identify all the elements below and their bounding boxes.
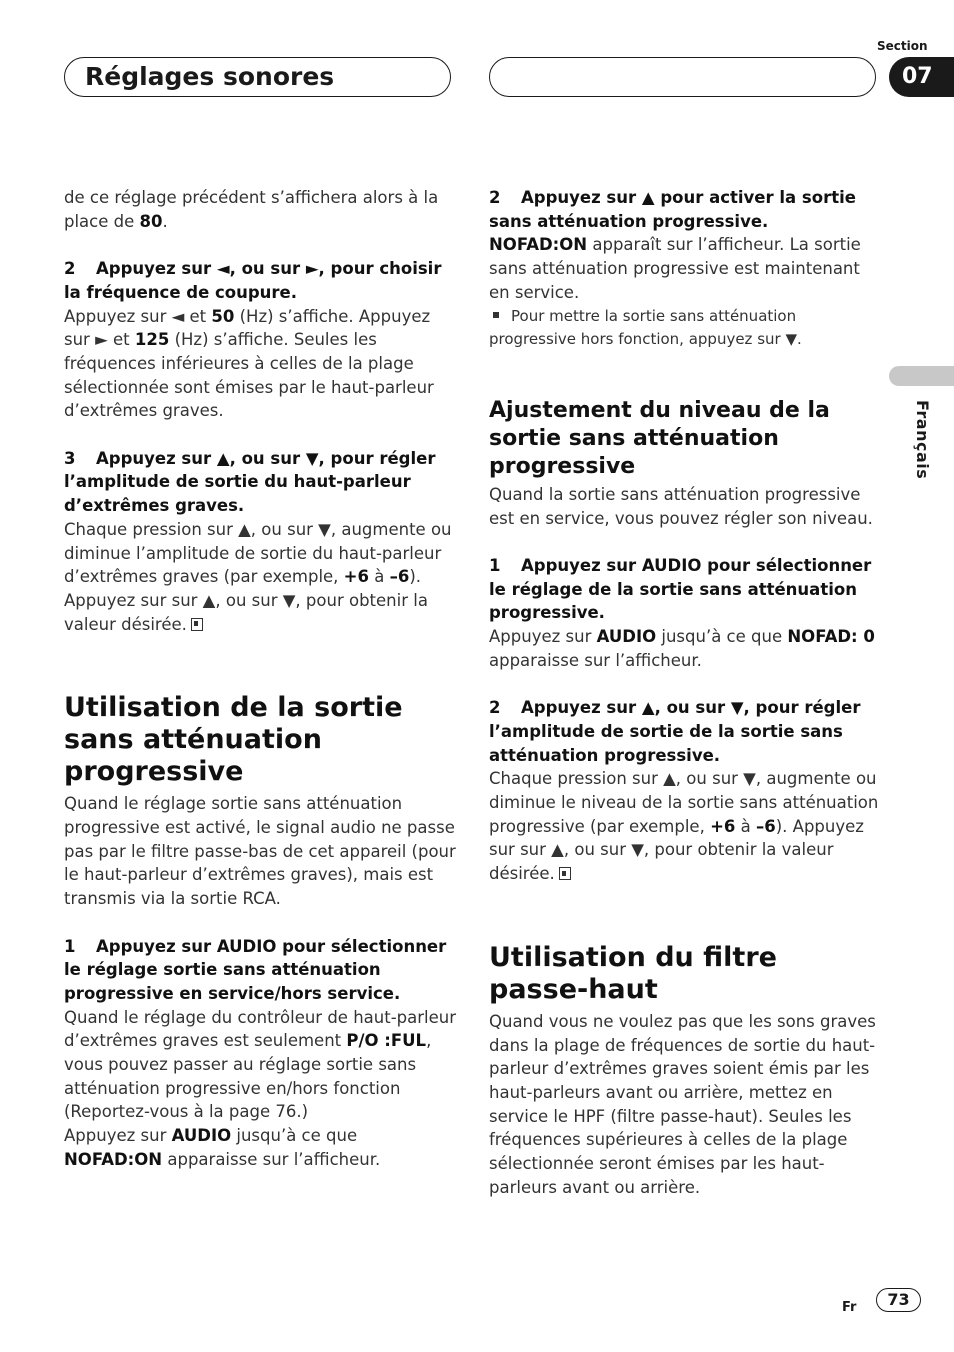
page-title: Réglages sonores [85, 62, 335, 91]
section-number-badge: 07 [889, 57, 954, 97]
step-3-text: Chaque pression sur ▲, ou sur ▼, augmente ou diminue l’amplitude de sortie du haut-parleur d’extrêmes graves (par exemple, +6 à –6). Appuyez sur sur ▲, ou sur ▼, pour obtenir la valeur désirée. [64, 519, 452, 634]
page-number: 73 [876, 1288, 921, 1312]
end-of-section-icon [191, 618, 203, 631]
left-column [64, 186, 456, 1172]
section-heading-nofade: Utilisation de la sortie sans atténuation progressive [64, 692, 403, 788]
footer-language: Fr [842, 1300, 857, 1315]
step-1-text-2: Appuyez sur AUDIO jusqu’à ce que NOFAD:ON apparaisse sur l’afficheur. [64, 1126, 381, 1169]
section-label: Section [877, 39, 928, 53]
section-intro-hpf: Quand vous ne voulez pas que les sons graves dans la plage de fréquences de sortie du haut-parleur d’extrêmes graves soient émis par les haut-parleurs avant ou arrière, mettez en service le HPF (filtre passe-haut). Seules les fréquences supérieures à celles de la plage sélectionnée seront émises par les haut-parleurs avant ou arrière. [489, 1011, 876, 1197]
adjust-step-1-text: Appuyez sur AUDIO jusqu’à ce que NOFAD: 0 apparaisse sur l’afficheur. [489, 627, 875, 670]
step-1-text: Quand le réglage du contrôleur de haut-parleur d’extrêmes graves est seulement P/O :FUL, vous pouvez passer au réglage sortie sans atténuation progressive en/hors fonction (Reportez-vous à la page 76.) [64, 1007, 456, 1122]
language-tab-marker [889, 366, 954, 386]
paragraph-continued: de ce réglage précédent s’affichera alors à la place de 80. [64, 188, 439, 231]
subsection-heading-level: Ajustement du niveau de la sortie sans atténuation progressive [489, 397, 830, 479]
header-blank-pill [489, 57, 876, 97]
note-bullet-icon [493, 312, 499, 318]
step-3-heading: 3 Appuyez sur ▲, ou sur ▼, pour régler l’amplitude de sortie du haut-parleur d’extrêmes graves. [64, 448, 436, 516]
end-of-section-icon [559, 867, 571, 880]
section-heading-hpf: Utilisation du filtre passe-haut [489, 941, 777, 1005]
adjust-step-2-text: Chaque pression sur ▲, ou sur ▼, augmente ou diminue le niveau de la sortie sans atténuation progressive (par exemple, +6 à –6). Appuyez sur sur ▲, ou sur ▼, pour obtenir la valeur désirée. [489, 769, 879, 884]
note: Pour mettre la sortie sans atténuation progressive hors fonction, appuyez sur ▼. [489, 306, 802, 349]
adjust-step-1-heading: 1 Appuyez sur AUDIO pour sélectionner le réglage de la sortie sans atténuation progressive. [489, 556, 872, 623]
step-2-heading: 2 Appuyez sur ◄, ou sur ►, pour choisir la fréquence de coupure. [64, 259, 442, 302]
step-2-heading: 2 Appuyez sur ▲ pour activer la sortie sans atténuation progressive. [489, 188, 856, 231]
header-title-pill [64, 57, 451, 97]
right-column [489, 186, 881, 1199]
language-label: Français [913, 400, 932, 480]
step-2-text: Appuyez sur ◄ et 50 (Hz) s’affiche. Appuyez sur ► et 125 (Hz) s’affiche. Seules les fréquences inférieures à celles de la plage sélectionnée sont émises par le haut-parleur d’extrêmes graves. [64, 306, 434, 421]
step-1-heading: 1 Appuyez sur AUDIO pour sélectionner le réglage sortie sans atténuation progressive en service/hors service. [64, 936, 447, 1003]
subsection-intro: Quand la sortie sans atténuation progressive est en service, vous pouvez régler son niveau. [489, 484, 873, 528]
adjust-step-2-heading: 2 Appuyez sur ▲, ou sur ▼, pour régler l’amplitude de sortie de la sortie sans atténuation progressive. [489, 698, 861, 765]
step-2-text: NOFAD:ON apparaît sur l’afficheur. La sortie sans atténuation progressive est maintenant en service. [489, 235, 861, 302]
section-intro: Quand le réglage sortie sans atténuation progressive est activé, le signal audio ne passe pas par le filtre passe-bas de cet appareil (pour le haut-parleur d’extrêmes graves), mais est transmis via la sortie RCA. [64, 794, 456, 909]
